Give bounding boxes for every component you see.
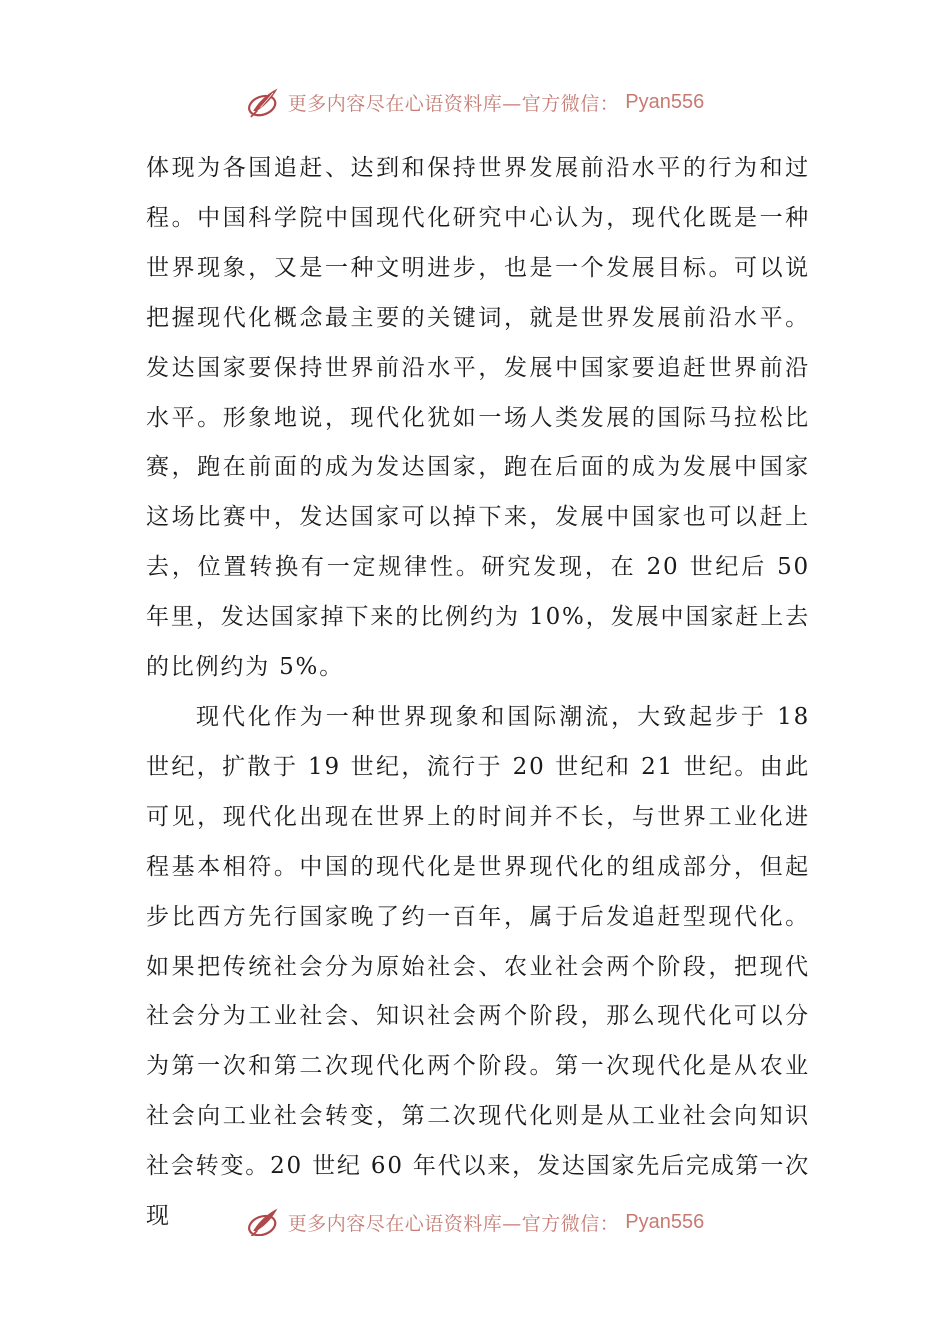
feather-pen-logo-icon [246,84,282,120]
page-footer [0,1202,950,1236]
header-banner-id: Pyan556 [625,90,705,113]
paragraph-1: 体现为各国追赶、达到和保持世界发展前沿水平的行为和过程。中国科学院中国现代化研究中心认为，现代化既是一种世界现象，又是一种文明进步，也是一个发展目标。可以说把握现代化概念最主要的关键词，就是世界发展前沿水平。发达国家要保持世界前沿水平，发展中国家要追赶世界前沿水平。形象地说，现代化犹如一场人类发展的国际马拉松比赛，跑在前面的成为发达国家，跑在后面的成为发展中国家这场比赛中，发达国家可以掉下来，发展中国家也可以赶上去，位置转换有一定规律性。研究发现，在 20 世纪后 50 年里，发达国家掉下来的比例约为 10%，发展中国家赶上去的比例约为 5%。 [146,155,810,681]
footer-banner-id: Pyan556 [625,1210,705,1233]
document-body [146,144,810,1242]
header-banner-text: 更多内容尽在心语资料库—官方微信： [287,92,620,115]
paragraph-2: 现代化作为一种世界现象和国际潮流，大致起步于 18 世纪，扩散于 19 世纪，流行于 20 世纪和 21 世纪。由此可见，现代化出现在世界上的时间并不长，与世界工业化进程基本相符。中国的现代化是世界现代化的组成部分，但起步比西方先行国家晚了约一百年，属于后发追赶型现代化。如果把传统社会分为原始社会、农业社会两个阶段，把现代社会分为工业社会、知识社会两个阶段，那么现代化可以分为第一次和第二次现代化两个阶段。第一次现代化是从农业社会向工业社会转变，第二次现代化则是从工业社会向知识社会转变。20 世纪 60 年代以来，发达国家先后完成第一次现 [146,703,810,1230]
footer-banner [246,1204,704,1236]
page-header [0,82,950,122]
footer-banner-text: 更多内容尽在心语资料库—官方微信： [287,1212,620,1235]
header-banner [246,84,704,120]
feather-pen-logo-icon [246,1204,282,1236]
